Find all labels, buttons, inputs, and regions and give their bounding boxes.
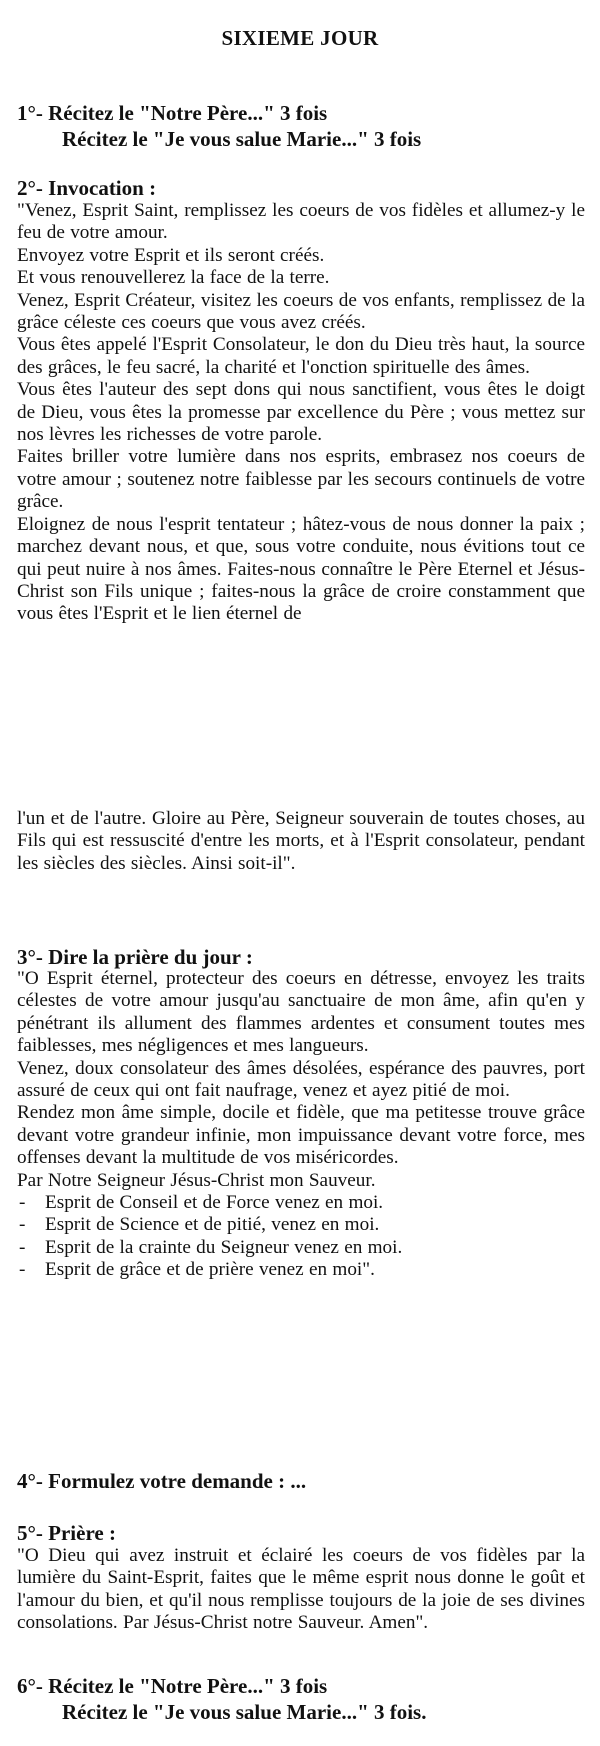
- invocation-paragraph-4: Venez, Esprit Créateur, visitez les coeurs de vos enfants, remplissez de la grâce céleste ces coeurs que vous avez créés.: [17, 289, 585, 334]
- prayer-paragraph-1: "O Esprit éternel, protecteur des coeurs en détresse, envoyez les traits célestes de votre amour jusqu'au sanctuaire de mon âme, afin qu'en y pénétrant ils allument des flammes ardentes et consument toutes mes faiblesses, mes négligences et mes langueurs.: [17, 968, 585, 1057]
- invocation-paragraph-7: Faites briller votre lumière dans nos esprits, embrasez nos coeurs de votre amour ; soutenez notre faiblesse par les secours continuels de votre grâce.: [17, 446, 585, 513]
- list-item: - Esprit de Science et de pitié, venez en moi.: [17, 1214, 585, 1236]
- invocation-paragraph-5: Vous êtes appelé l'Esprit Consolateur, le don du Dieu très haut, la source des grâces, le feu sacré, la charité et l'onction spirituelle des âmes.: [17, 334, 585, 378]
- invocation-paragraph-3: Et vous renouvellerez la face de la terre.: [17, 267, 330, 289]
- prayer-paragraph-3: Rendez mon âme simple, docile et fidèle, que ma petitesse trouve grâce devant votre grandeur infinie, mon impuissance devant votre force, mes offenses devant la multitude de vos miséricordes.: [17, 1102, 585, 1169]
- prayer-paragraph-4: Par Notre Seigneur Jésus-Christ mon Sauveur.: [17, 1169, 376, 1191]
- section-1-line-2: Récitez le "Je vous salue Marie..." 3 fois: [62, 127, 422, 151]
- section-6-line-1: 6°- Récitez le "Notre Père..." 3 fois: [17, 1674, 328, 1698]
- closing-prayer-paragraph: "O Dieu qui avez instruit et éclairé les coeurs de vos fidèles par la lumière du Saint-Esprit, faites que le même esprit nous donne le goût et l'amour du bien, et qu'il nous remplisse toujours de la joie de ses divines consolations. Par Jésus-Christ notre Sauveur. Amen".: [17, 1545, 585, 1634]
- section-1-line-1: 1°- Récitez le "Notre Père..." 3 fois: [17, 101, 328, 125]
- list-item: - Esprit de la crainte du Seigneur venez en moi.: [17, 1237, 585, 1259]
- invocation-paragraph-8: Eloignez de nous l'esprit tentateur ; hâtez-vous de nous donner la paix ; marchez devant nous, et que, sous votre conduite, nous évitions tout ce qui peut nuire à nos âmes. Faites-nous connaître le Père Eternel et Jésus-Christ son Fils unique ; faites-nous la grâce de croire constamment que vous êtes l'Esprit et le lien éternel de: [17, 513, 585, 625]
- section-6-heading: [17, 1673, 426, 1725]
- list-item: - Esprit de grâce et de prière venez en moi".: [17, 1259, 585, 1281]
- section-4-heading: 4°- Formulez votre demande : ...: [17, 1469, 307, 1493]
- section-2-heading: 2°- Invocation :: [17, 176, 157, 200]
- invocation-paragraph-1: "Venez, Esprit Saint, remplissez les coeurs de vos fidèles et allumez-y le feu de votre amour.: [17, 200, 585, 244]
- section-3-heading: 3°- Dire la prière du jour :: [17, 945, 253, 969]
- invocation-paragraph-9: l'un et de l'autre. Gloire au Père, Seigneur souverain de toutes choses, au Fils qui est ressuscité d'entre les morts, et à l'Esprit consolateur, pendant les siècles des siècles. Ainsi soit-il".: [17, 808, 585, 874]
- page-title: SIXIEME JOUR: [221, 26, 379, 50]
- list-item: - Esprit de Conseil et de Force venez en moi.: [17, 1192, 585, 1214]
- invocation-paragraph-6: Vous êtes l'auteur des sept dons qui nous sanctifient, vous êtes le doigt de Dieu, vous êtes la promesse par excellence du Père ; vous mettez sur nos lèvres les richesses de votre parole.: [17, 379, 585, 446]
- section-5-prayer-text: [17, 1545, 585, 1635]
- section-2-invocation-continued: [17, 808, 585, 875]
- section-5-heading: 5°- Prière :: [17, 1521, 116, 1545]
- section-1-heading: [17, 100, 421, 152]
- section-2-invocation-text: [17, 200, 585, 626]
- gifts-list: [17, 1192, 585, 1282]
- prayer-paragraph-2: Venez, doux consolateur des âmes désolées, espérance des pauvres, port assuré de ceux qui ont fait naufrage, venez et ayez pitié de moi.: [17, 1057, 585, 1102]
- section-6-line-2: Récitez le "Je vous salue Marie..." 3 fois.: [62, 1700, 427, 1724]
- invocation-paragraph-2: Envoyez votre Esprit et ils seront créés.: [17, 244, 325, 266]
- section-3-prayer-text: [17, 968, 585, 1282]
